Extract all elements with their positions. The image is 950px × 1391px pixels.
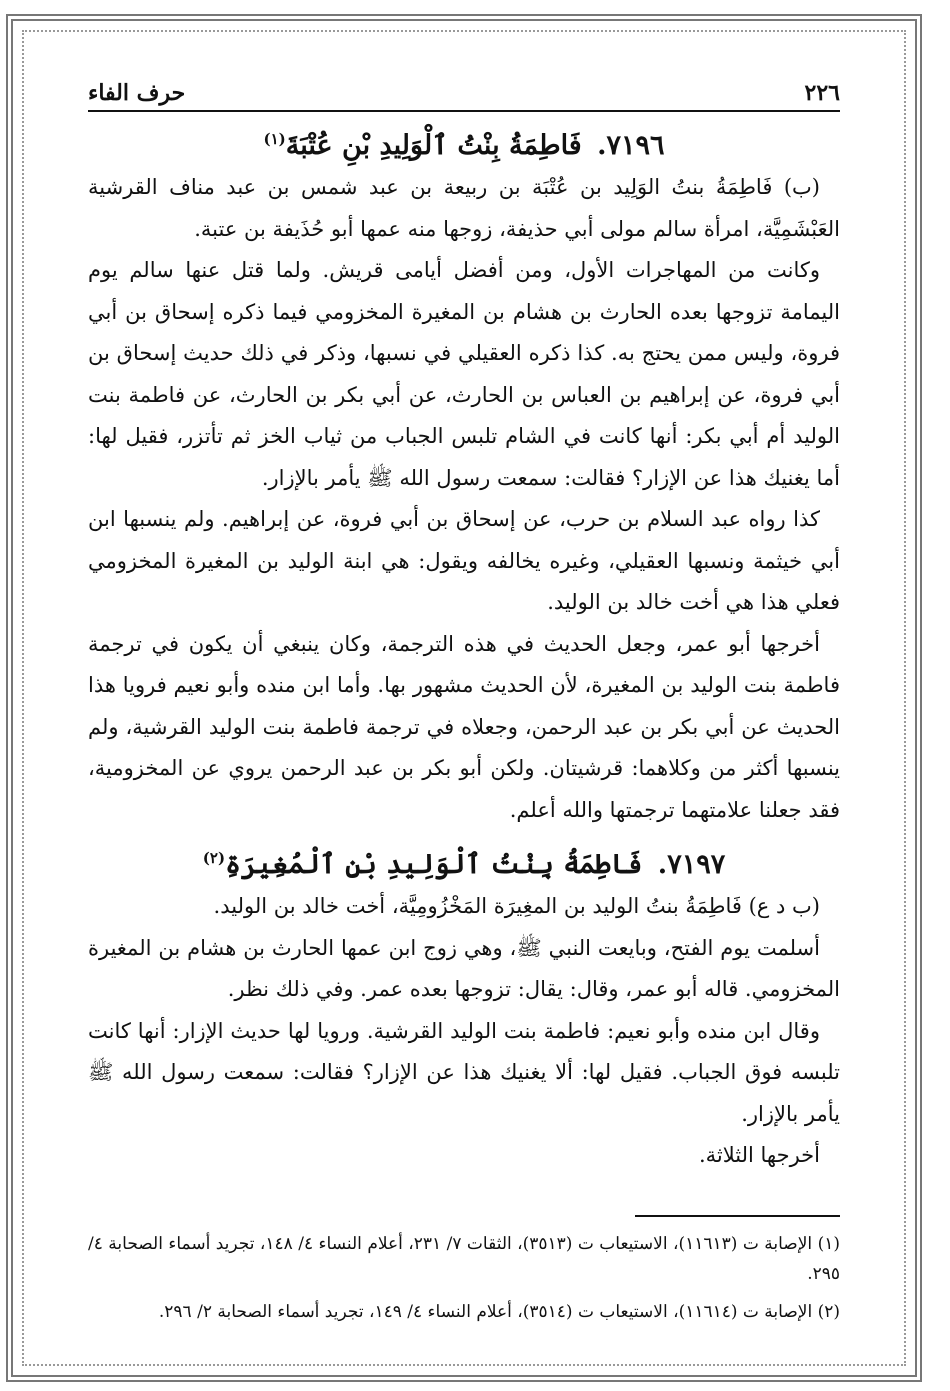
paragraph: أخرجها الثلاثة. bbox=[698, 1143, 820, 1167]
entry-number: ٧١٩٦. bbox=[597, 130, 665, 161]
running-header bbox=[88, 80, 840, 112]
footnote-divider bbox=[635, 1215, 840, 1217]
footnote: (٢) الإصابة ت (١١٦١٤)، الاستيعاب ت (٣٥١٤)، أعلام النساء ٤/ ١٤٩، تجريد أسماء الصحابة ٢/ ٢٩٦. bbox=[158, 1301, 840, 1322]
section-title: حرف الفاء bbox=[88, 80, 186, 106]
footnote-ref: (١) bbox=[263, 130, 286, 148]
paragraph: وكانت من المهاجرات الأول، ومن أفضل أيامى قريش. ولما قتل عنها سالم يوم اليمامة تزوجها بعده الحارث بن هشام بن المغيرة المخزومي فيما ذكره إسحاق بن أبي فروة، وليس ممن يحتج به. كذا ذكره العقيلي في نسبها، وذكر في ذلك حديث إسحاق بن أبي فروة، عن إبراهيم بن العباس بن الحارث، عن أبي بكر بن الحارث، عن فاطمة بنت الوليد أم أبي بكر: أنها كانت في الشام تلبس الجباب من ثياب الخز ثم تأتزر، فقيل لها: أما يغنيك هذا عن الإزار؟ فقالت: سمعت رسول الله ﷺ يأمر بالإزار. bbox=[88, 258, 840, 490]
entry-title bbox=[88, 849, 840, 880]
footnote: (١) الإصابة ت (١١٦١٣)، الاستيعاب ت (٣٥١٣)، الثقات ٧/ ٢٣١، أعلام النساء ٤/ ١٤٨، تجريد أسماء الصحابة ٤/ ٢٩٥. bbox=[88, 1233, 840, 1284]
paragraph: أخرجها أبو عمر، وجعل الحديث في هذه الترجمة، وكان ينبغي أن يكون في ترجمة فاطمة بنت الوليد بن المغيرة، لأن الحديث مشهور بها. وأما ابن منده وأبو نعيم فرويا هذا الحديث عن أبي بكر بن عبد الرحمن، وجعلاه في ترجمة فاطمة بنت الوليد القرشية، ولم ينسبها أكثر من وكلاهما: قرشيتان. ولكن أبو بكر بن عبد الرحمن يروي عن المخزومية، فقد جعلنا علامتهما ترجمتها والله أعلم. bbox=[88, 631, 840, 822]
paragraph: كذا رواه عبد السلام بن حرب، عن إسحاق بن أبي فروة، عن إبراهيم. ولم ينسبها ابن أبي خيثمة ونسبها العقيلي، وغيره يخالفه ويقول: هي ابنة الوليد بن المغيرة المخزومي فعلي هذا هي أخت خالد بن الوليد. bbox=[88, 507, 840, 614]
entry-name: فَاطِمَةُ بِنْتُ ٱلْوَلِيدِ بْنِ عُتْبَةَ bbox=[285, 130, 582, 161]
entry-number: ٧١٩٧. bbox=[657, 849, 726, 880]
paragraph: (ب) فَاطِمَةُ بنتُ الوَلِيد بن عُتْبَة بن ربيعة بن عبد شمس بن عبد مناف القرشية العَبْشَمِيَّة، امرأة سالم مولى أبي حذيفة، زوجها منه عمها أبو حُذَيفة بن عتبة. bbox=[88, 175, 840, 241]
paragraph: أسلمت يوم الفتح، وبايعت النبي ﷺ، وهي زوج ابن عمها الحارث بن هشام بن المغيرة المخزومي. قاله أبو عمر، وقال: يقال: تزوجها بعده عمر. وفي ذلك نظر. bbox=[88, 935, 840, 1001]
entry-name: فَاطِمَةُ بِنْتُ ٱلْوَلِيدِ بْنِ ٱلْمُغِيرَةِ bbox=[225, 849, 643, 880]
footnote-ref: (٢) bbox=[202, 849, 226, 867]
book-page bbox=[88, 80, 840, 1330]
paragraph: (ب د ع) فَاطِمَةُ بنتُ الوليد بن المغِيرَة المَخْزُومِيَّة، أخت خالد بن الوليد. bbox=[213, 894, 820, 918]
entry-title bbox=[88, 130, 840, 161]
page-number: ٢٢٦ bbox=[804, 80, 840, 106]
paragraph: وقال ابن منده وأبو نعيم: فاطمة بنت الوليد القرشية. ورويا لها حديث الإزار: أنها كانت تلبسه فوق الجباب. فقيل لها: ألا يغنيك هذا عن الإزار؟ فقالت: سمعت رسول الله ﷺ يأمر بالإزار. bbox=[88, 1018, 840, 1126]
